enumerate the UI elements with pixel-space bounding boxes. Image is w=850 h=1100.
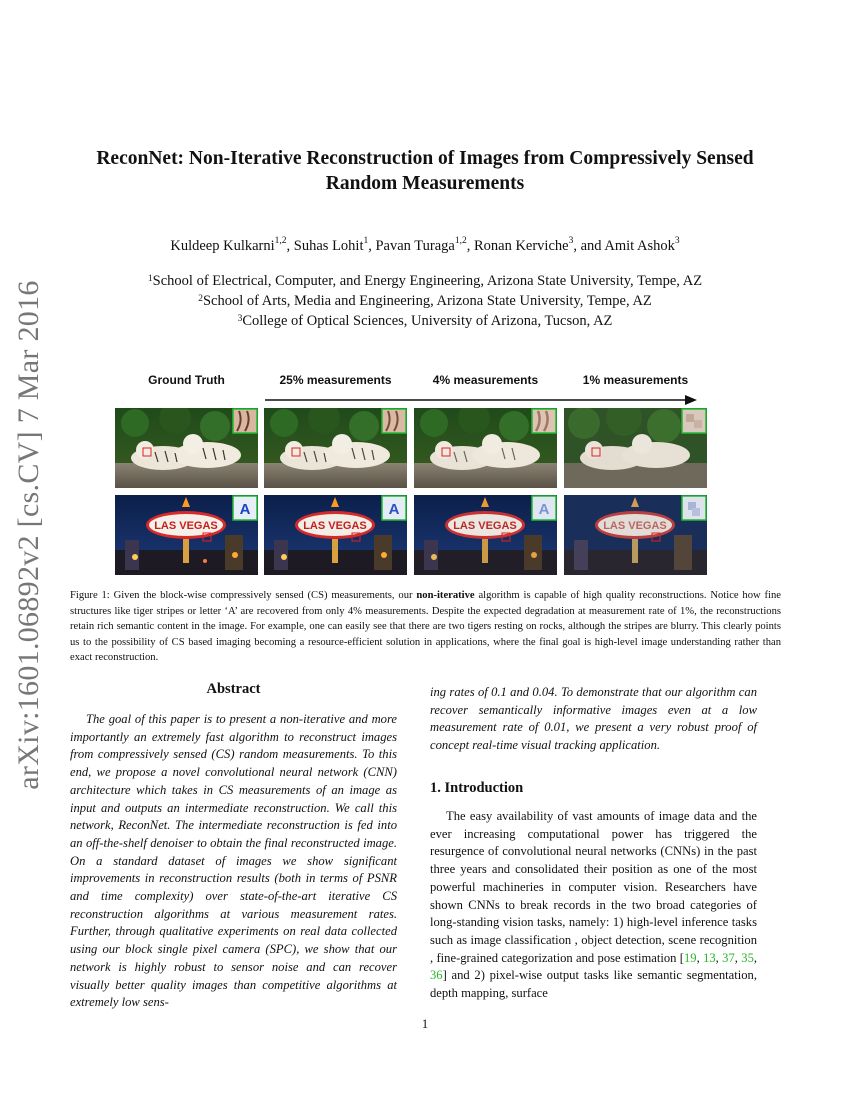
citation-link[interactable]: 37: [722, 950, 735, 965]
tiger-image-25: [264, 408, 407, 488]
sign-text: LAS VEGAS: [303, 520, 367, 532]
vegas-image-4: [414, 495, 557, 575]
author-5: Amit Ashok$^3$: [604, 236, 680, 254]
paper-title: ReconNet: Non-Iterative Reconstruction of Images from Compressively Sensed Random Measurements: [96, 148, 754, 194]
author-4: Ronan Kerviche$^3$, and: [473, 236, 605, 254]
figure-column-25: 25% measurements: [279, 373, 392, 387]
page-number: 1: [421, 1017, 429, 1031]
vegas-image-25: [264, 495, 407, 575]
vegas-image-ground-truth: [115, 495, 258, 575]
author-3: Pavan Turaga$^{1,2}$,: [375, 236, 474, 254]
inset-letter: A: [538, 501, 550, 518]
tiger-image-1: [564, 408, 707, 488]
figure-caption: Figure 1: Given the block-wise compressively sensed (CS) measurements, our non-iterative algorithm is capable of high quality reconstructions. Notice how fine structures like tiger stripes or letter ‘A’ are recovered from only 4% measurements. Despite the expected degradation at measurement rate of 1%, the reconstructions retain rich semantic content in the image. For example, one can easily see that there are two tigers resting on rocks, although the stripes are blurry. This clearly points us to the possibility of CS based imaging becoming a resource-efficient solution in applications, where the final goal is high-level image understanding rather than exact reconstruction.: [70, 590, 781, 664]
affiliation-3: $^3$College of Optical Sciences, University of Arizona, Tucson, AZ: [237, 313, 613, 329]
tiger-image-4: [414, 408, 557, 488]
figure-column-4: 4% measurements: [432, 373, 539, 387]
abstract-continued: ing rates of 0.1 and 0.04. To demonstrate that our algorithm can recover semantically informative images even at a low measurement rate of 0.01, we present a very robust proof of concept real-time visual tracking application.: [430, 685, 757, 753]
sign-text: LAS VEGAS: [603, 520, 667, 532]
inset-letter: A: [388, 501, 400, 518]
sign-text: LAS VEGAS: [453, 520, 517, 532]
sign-text: LAS VEGAS: [154, 520, 218, 532]
citation-link[interactable]: 36: [430, 968, 443, 983]
tiger-image-ground-truth: [115, 408, 258, 488]
affiliation-1: $^1$School of Electrical, Computer, and Energy Engineering, Arizona State University, Tempe, AZ: [147, 273, 703, 289]
author-list: [60, 238, 790, 255]
introduction-heading: 1. Introduction: [430, 780, 524, 796]
vegas-image-1: [564, 495, 707, 575]
abstract-heading: Abstract: [206, 681, 261, 697]
author-1: Kuldeep Kulkarni$^{1,2}$,: [170, 236, 294, 254]
figure-column-ground-truth: Ground Truth: [148, 373, 225, 387]
figure-column-1: 1% measurements: [582, 373, 689, 387]
abstract-body: The goal of this paper is to present a non-iterative and more importantly an extremely fast algorithm to reconstruct images from compressively sensed (CS) random measurements. To this end, we propose a novel convolutional neural network (CNN) architecture which takes in CS measurements of an image as input and outputs an intermediate reconstruction. We call this network, ReconNet. The intermediate reconstruction is fed into an off-the-shelf denoiser to obtain the final reconstructed image. On a standard dataset of images we show significant improvements in reconstruction results (both in terms of PSNR and time complexity) over state-of-the-art iterative CS reconstruction algorithms at various measurement rates. Further, through qualitative experiments on real data collected using our block single pixel camera (SPC), we show that our network is highly robust to sensor noise and can recover visually better quality images than competitive algorithms at extremely low sens-: [70, 712, 397, 1010]
affiliation-2: $^2$School of Arts, Media and Engineering, Arizona State University, Tempe, AZ: [198, 293, 652, 309]
introduction-body: The easy availability of vast amounts of image data and the ever increasing computational power has triggered the resurgence of convolutional neural networks (CNNs) in the past three years and consolidated their position as one of the most powerful machineries in computer vision. Researchers have shown CNNs to break records in the two broad categories of long-standing vision tasks, namely: 1) high-level inference tasks such as image classification , object detection, scene recognition , fine-grained categorization and pose estimation [19, 13, 37, 35, 36] and 2) pixel-wise output tasks like semantic segmentation, depth mapping, surface: [430, 809, 758, 1001]
citation-link[interactable]: 19: [683, 950, 697, 965]
citation-link[interactable]: 13: [703, 950, 716, 965]
inset-letter: A: [239, 501, 251, 518]
citation-link[interactable]: 35: [741, 950, 754, 965]
author-2: Suhas Lohit$^1$,: [293, 236, 376, 254]
measurement-arrow: [265, 394, 697, 406]
affiliation-list: [60, 271, 790, 331]
arxiv-identifier: arXiv:1601.06892v2 [cs.CV] 7 Mar 2016: [12, 280, 45, 790]
